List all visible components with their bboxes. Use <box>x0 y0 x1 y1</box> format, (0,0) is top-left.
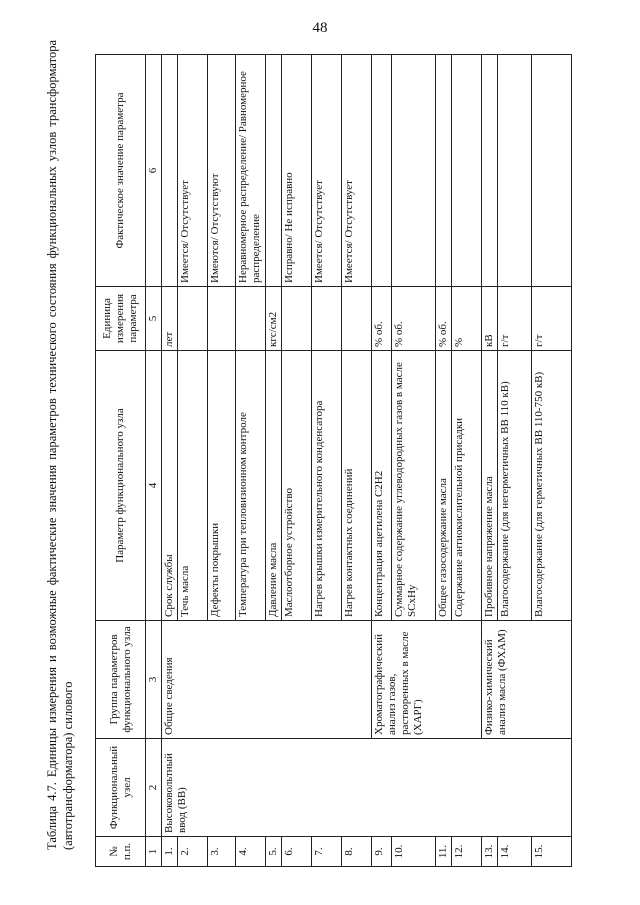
row-number: 5. <box>266 837 282 867</box>
parameter-cell: Срок службы <box>162 351 178 621</box>
row-number: 2. <box>178 837 208 867</box>
unit-cell: кВ <box>482 287 498 351</box>
value-cell <box>392 55 436 287</box>
header-cell: № п.п. <box>96 837 146 867</box>
row-number: 1. <box>162 837 178 867</box>
unit-cell: г/т <box>532 287 572 351</box>
unit-cell: кгс/см2 <box>266 287 282 351</box>
value-cell <box>482 55 498 287</box>
value-cell: Имеется/ Отсутствует <box>312 55 342 287</box>
parameter-cell: Дефекты покрышки <box>208 351 236 621</box>
row-number: 12. <box>452 837 482 867</box>
parameter-cell: Течь масла <box>178 351 208 621</box>
parameter-cell: Температура при тепловизионном контроле <box>236 351 266 621</box>
parameter-cell: Концентрация ацетилена С2Н2 <box>372 351 392 621</box>
row-number: 6. <box>282 837 312 867</box>
column-number: 3 <box>146 621 162 739</box>
row-number: 9. <box>372 837 392 867</box>
row-number: 15. <box>532 837 572 867</box>
column-number: 2 <box>146 739 162 837</box>
table-header-row <box>96 55 146 867</box>
row-number: 14. <box>498 837 532 867</box>
value-cell: Имеются/ Отсутствуют <box>208 55 236 287</box>
parameter-cell: Пробивное напряжение масла <box>482 351 498 621</box>
value-cell: Имеется/ Отсутствует <box>178 55 208 287</box>
header-cell: Единица измерения параметра <box>96 287 146 351</box>
parameter-cell: Общее газосодержание масла <box>436 351 452 621</box>
header-cell: Функциональный узел <box>96 739 146 837</box>
page-number: 48 <box>312 20 328 36</box>
parameter-cell: Суммарное содержание углеводородных газов в масле SCxHy <box>392 351 436 621</box>
row-number: 8. <box>342 837 372 867</box>
unit-cell: % об. <box>372 287 392 351</box>
parameter-cell: Давление масла <box>266 351 282 621</box>
parameter-cell: Нагрев контактных соединений <box>342 351 372 621</box>
value-cell <box>436 55 452 287</box>
value-cell <box>532 55 572 287</box>
parameter-group-cell: Хроматографический анализ газов, растворенных в масле (ХАРГ) <box>372 621 482 739</box>
unit-cell <box>282 287 312 351</box>
functional-node-cell: Высоковольтный ввод (ВВ) <box>162 739 572 837</box>
value-cell <box>372 55 392 287</box>
column-number-row <box>146 55 162 867</box>
value-cell: Имеется/ Отсутствует <box>342 55 372 287</box>
row-number: 4. <box>236 837 266 867</box>
unit-cell <box>208 287 236 351</box>
header-cell: Фактическое значение параметра <box>96 55 146 287</box>
row-number: 7. <box>312 837 342 867</box>
column-number: 4 <box>146 351 162 621</box>
column-number: 5 <box>146 287 162 351</box>
row-number: 11. <box>436 837 452 867</box>
value-cell <box>498 55 532 287</box>
parameter-cell: Влагосодержание (для герметичных ВВ 110-750 кВ) <box>532 351 572 621</box>
unit-cell <box>178 287 208 351</box>
parameter-cell: Маслоотборное устройство <box>282 351 312 621</box>
unit-cell <box>312 287 342 351</box>
unit-cell <box>236 287 266 351</box>
unit-cell: % <box>452 287 482 351</box>
value-cell <box>452 55 482 287</box>
parameter-cell: Содержание антиокислительной присадки <box>452 351 482 621</box>
parameters-table <box>95 54 572 867</box>
row-number: 3. <box>208 837 236 867</box>
value-cell: Исправно/ Не исправно <box>282 55 312 287</box>
row-number: 13. <box>482 837 498 867</box>
parameter-cell: Влагосодержание (для негерметичных ВВ 110 кВ) <box>498 351 532 621</box>
unit-cell: % об. <box>436 287 452 351</box>
parameter-group-cell: Физико-химический анализ масла (ФХАМ) <box>482 621 572 739</box>
value-cell: Неравномерное распределение/ Равномерное распределение <box>236 55 266 287</box>
unit-cell: г/т <box>498 287 532 351</box>
parameter-group-cell: Общие сведения <box>162 621 372 739</box>
value-cell <box>162 55 178 287</box>
row-number: 10. <box>392 837 436 867</box>
column-number: 6 <box>146 55 162 287</box>
table-row <box>162 55 178 867</box>
header-cell: Параметр функционального узла <box>96 351 146 621</box>
parameter-cell: Нагрев крышки измерительного конденсатора <box>312 351 342 621</box>
unit-cell: % об. <box>392 287 436 351</box>
table-caption: Таблица 4.7. Единицы измерения и возможные фактические значения параметров технического состояния функциональных узлов трансформатора (автотрансформатора) силового <box>45 40 75 850</box>
header-cell: Группа параметров функционального узла <box>96 621 146 739</box>
column-number: 1 <box>146 837 162 867</box>
unit-cell <box>342 287 372 351</box>
value-cell <box>266 55 282 287</box>
unit-cell: лет <box>162 287 178 351</box>
